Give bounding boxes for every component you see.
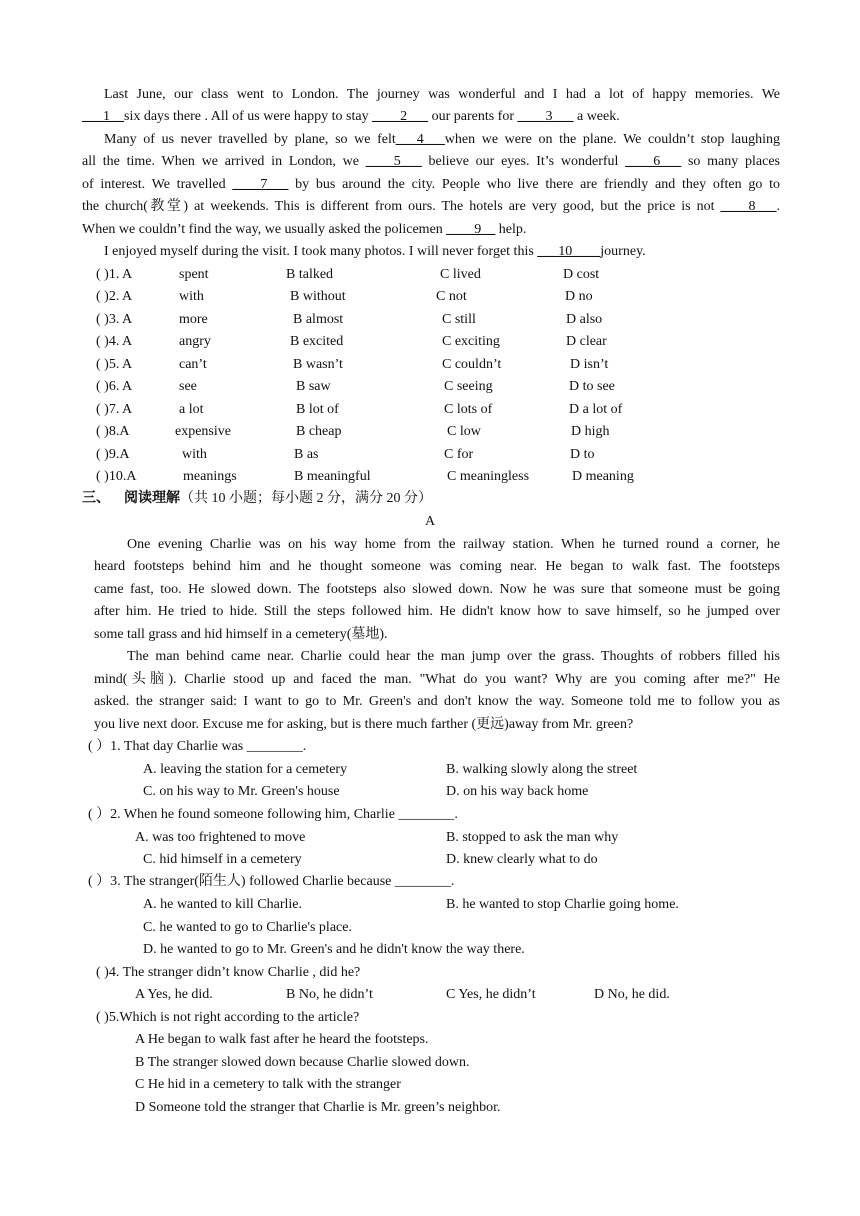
blank-5: ____5___ [365,154,422,169]
text: our parents for [428,109,518,124]
blank-1: ___1__ [82,109,124,124]
cloze-q1-c: C lived [440,267,481,282]
text: when we were on the plane. We couldn’t stop laughing [444,132,780,147]
reading-q1-c: C. on his way to Mr. Green's house [143,784,340,799]
passage-line-6: The man behind came near. Charlie could hear the man jump over the grass. Thoughts of robbers filled his [127,649,780,664]
cloze-q9-b: B as [294,447,319,462]
cloze-q5-a: can’t [179,357,207,372]
text: by bus around the city. People who live there are friendly and they often go to [288,177,780,192]
reading-q5-stem: ( )5.Which is not right according to the article? [96,1010,360,1025]
cloze-q7-b: B lot of [296,402,339,417]
text: of interest. We travelled [82,177,233,192]
cloze-q9-c: C for [444,447,474,462]
text: a week. [573,109,620,124]
section-heading [82,489,432,509]
blank-7: ____7___ [232,177,289,192]
blank-10: ___10____ [537,244,601,259]
reading-q4-a: A Yes, he did. [135,987,213,1002]
passage-line-1: One evening Charlie was on his way home from the railway station. When he turned round a corner, he [127,537,780,552]
cloze-q1-num: ( )1. A [96,267,133,282]
reading-q2-d: D. knew clearly what to do [446,852,598,867]
passage-label: A [424,514,436,529]
cloze-q3-num: ( )3. A [96,312,133,327]
section-number: 三、 [82,491,110,506]
reading-q3-stem: ( ）3. The stranger(陌生人) followed Charlie because ________. [88,874,455,889]
cloze-q4-b: B excited [290,334,344,349]
reading-q4-stem: ( )4. The stranger didn’t know Charlie , did he? [96,965,361,980]
text: Many of us never travelled by plane, so we felt [104,132,396,147]
cloze-q3-c: C still [442,312,476,327]
cloze-q1-a: spent [179,267,209,282]
text: six days there . All of us were happy to stay [124,109,373,124]
reading-q3-d: D. he wanted to go to Mr. Green's and he didn't know the way there. [143,942,525,957]
cloze-q2-c: C not [436,289,467,304]
cloze-q6-a: see [179,379,197,394]
reading-q1-a: A. leaving the station for a cemetery [143,762,348,777]
text: help. [495,222,527,237]
cloze-q3-b: B almost [293,312,344,327]
reading-q4-c: C Yes, he didn’t [446,987,536,1002]
cloze-q8-b: B cheap [296,424,342,439]
reading-q4-b: B No, he didn’t [286,987,373,1002]
reading-q5-a: A He began to walk fast after he heard the footsteps. [135,1032,429,1047]
text: I enjoyed myself during the visit. I took many photos. I will never forget this [104,244,538,259]
cloze-q6-c: C seeing [444,379,493,394]
cloze-p2-line5 [82,220,526,240]
reading-q1-d: D. on his way back home [446,784,589,799]
cloze-p2-line3 [82,175,780,195]
cloze-q4-num: ( )4. A [96,334,133,349]
cloze-p2-line2 [82,152,780,172]
reading-q1-b: B. walking slowly along the street [446,762,638,777]
passage-line-7: mind(头脑). Charlie stood up and faced the man. "What do you want? Why are you coming after me?" He [94,672,780,687]
cloze-q8-a: expensive [175,424,231,439]
cloze-q4-c: C exciting [442,334,500,349]
section-title: 阅读理解 [124,491,180,506]
cloze-q2-b: B without [290,289,346,304]
cloze-q6-num: ( )6. A [96,379,133,394]
cloze-p1-line2 [82,107,620,127]
cloze-q9-a: with [182,447,207,462]
reading-q2-b: B. stopped to ask the man why [446,830,619,845]
cloze-q3-d: D also [566,312,603,327]
text: believe our eyes. It’s wonderful [421,154,626,169]
cloze-q3-a: more [179,312,208,327]
cloze-q10-a: meanings [183,469,237,484]
reading-q5-c: C He hid in a cemetery to talk with the stranger [135,1077,401,1092]
cloze-q6-b: B saw [296,379,331,394]
cloze-q4-d: D clear [566,334,607,349]
cloze-q10-d: D meaning [572,469,634,484]
reading-q5-d: D Someone told the stranger that Charlie is Mr. green’s neighbor. [135,1100,501,1115]
text: . [776,199,780,214]
cloze-q7-c: C lots of [444,402,493,417]
passage-line-9: you live next door. Excuse me for asking, but is there much farther (更远)away from Mr. green? [94,717,634,732]
cloze-q9-num: ( )9.A [96,447,130,462]
passage-line-8: asked. the stranger said: I want to go to Mr. Green's and don't know the way. Someone told me to follow you as [94,694,780,709]
reading-q2-c: C. hid himself in a cemetery [143,852,302,867]
reading-q2-stem: ( ）2. When he found someone following him, Charlie ________. [88,807,458,822]
reading-q3-b: B. he wanted to stop Charlie going home. [446,897,679,912]
cloze-q8-num: ( )8.A [96,424,130,439]
text: all the time. When we arrived in London, we [82,154,366,169]
passage-line-5: some tall grass and hid himself in a cemetery(墓地). [94,627,388,642]
cloze-q6-d: D to see [569,379,615,394]
reading-q4-d: D No, he did. [594,987,670,1002]
blank-9: ____9__ [446,222,496,237]
reading-q3-a: A. he wanted to kill Charlie. [143,897,303,912]
cloze-q10-b: B meaningful [294,469,371,484]
reading-q1-stem: ( ）1. That day Charlie was ________. [88,739,307,754]
cloze-q10-num: ( )10.A [96,469,137,484]
cloze-p2-line1 [104,130,780,150]
cloze-q1-d: D cost [563,267,600,282]
blank-4: ___4___ [395,132,445,147]
cloze-q5-c: C couldn’t [442,357,502,372]
text: journey. [600,244,646,259]
passage-line-3: came fast, too. He slowed down. The footsteps also slowed down. Now he was sure that someone must be going [94,582,780,597]
cloze-q2-a: with [179,289,204,304]
blank-3: ____3___ [517,109,574,124]
cloze-q1-b: B talked [286,267,334,282]
cloze-q5-b: B wasn’t [293,357,343,372]
cloze-p2-line4 [82,197,780,217]
passage-line-4: after him. He tried to hide. Still the steps followed him. He didn't know how to save himself, so he jumped over [94,604,780,619]
cloze-p3 [104,242,646,262]
cloze-q2-d: D no [565,289,593,304]
cloze-p1-line1: Last June, our class went to London. The journey was wonderful and I had a lot of happy memories. We [104,87,780,102]
reading-q5-b: B The stranger slowed down because Charlie slowed down. [135,1055,470,1070]
cloze-q2-num: ( )2. A [96,289,133,304]
cloze-q9-d: D to [570,447,595,462]
cloze-q8-c: C low [447,424,481,439]
blank-8: ____8___ [720,199,777,214]
section-note: （共 10 小题；每小题 2 分，满分 20 分） [180,491,432,506]
cloze-q7-num: ( )7. A [96,402,133,417]
text: When we couldn’t find the way, we usually asked the policemen [82,222,447,237]
cloze-q5-d: D isn’t [570,357,609,372]
blank-2: ____2___ [372,109,429,124]
cloze-q4-a: angry [179,334,211,349]
reading-q2-a: A. was too frightened to move [135,830,306,845]
passage-line-2: heard footsteps behind him and he thought someone was coming near. He began to walk fast. The footsteps [94,559,780,574]
cloze-q10-c: C meaningless [447,469,530,484]
text: so many places [681,154,781,169]
cloze-q5-num: ( )5. A [96,357,133,372]
text: the church(教堂) at weekends. This is different from ours. The hotels are very good, but the price is not [82,199,721,214]
blank-6: ____6___ [625,154,682,169]
cloze-q7-d: D a lot of [569,402,623,417]
reading-q3-c: C. he wanted to go to Charlie's place. [143,920,352,935]
cloze-q7-a: a lot [179,402,204,417]
cloze-q8-d: D high [571,424,610,439]
